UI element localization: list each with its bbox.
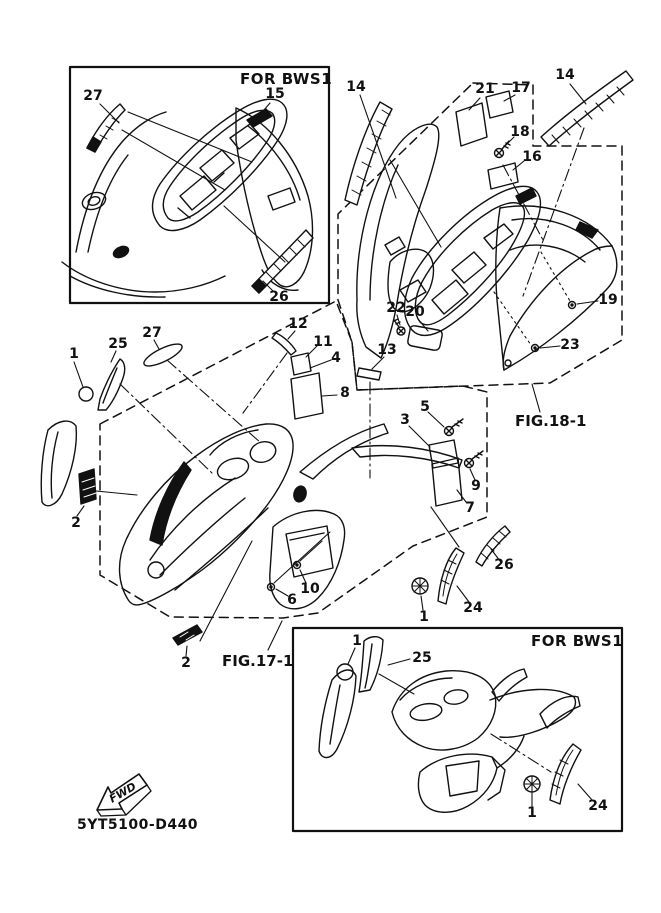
callout-f17-5: 5 xyxy=(420,399,430,415)
callout-f17-27: 27 xyxy=(142,325,162,341)
callout-br-1a: 1 xyxy=(352,633,362,649)
callout-f18-21: 21 xyxy=(475,81,495,97)
callout-f17-1a: 1 xyxy=(69,346,79,362)
drawing-code: 5YT5100-D440 xyxy=(77,817,199,833)
callout-f18-17: 17 xyxy=(511,80,531,96)
callout-f18-23: 23 xyxy=(560,337,580,353)
callout-f17-9: 9 xyxy=(471,478,481,494)
variant-label-top: FOR BWS1 xyxy=(240,70,333,88)
callout-f18-19: 19 xyxy=(598,292,618,308)
callout-f17-8: 8 xyxy=(340,385,350,401)
callout-f17-26: 26 xyxy=(494,557,514,573)
callout-f17-2b: 2 xyxy=(181,655,191,671)
callout-f17-2a: 2 xyxy=(71,515,81,531)
callout-f17-24: 24 xyxy=(463,600,483,616)
callout-br-24: 24 xyxy=(588,798,608,814)
fig17-caption: FIG.17-1 xyxy=(222,652,294,670)
variant-label-bottom: FOR BWS1 xyxy=(531,632,624,650)
callout-f17-4: 4 xyxy=(331,350,341,366)
callout-f18-18: 18 xyxy=(510,124,530,140)
callout-f17-10: 10 xyxy=(300,581,320,597)
fwd-label: FWD xyxy=(107,779,139,806)
callout-f17-11: 11 xyxy=(313,334,333,350)
callout-f17-3: 3 xyxy=(400,412,410,428)
callout-f17-7: 7 xyxy=(465,500,475,516)
callout-f18-16: 16 xyxy=(522,149,542,165)
callout-f17-6: 6 xyxy=(287,592,297,608)
callout-f17-12: 12 xyxy=(288,316,308,332)
callout-br-25: 25 xyxy=(412,650,432,666)
callout-f18-13: 13 xyxy=(377,342,397,358)
fig18-caption: FIG.18-1 xyxy=(515,412,587,430)
callout-tl-27: 27 xyxy=(83,88,103,104)
callout-f18-22: 22 xyxy=(386,300,406,316)
callout-tl-26: 26 xyxy=(269,289,289,305)
callout-f18-14b: 14 xyxy=(555,67,575,83)
callout-tl-15: 15 xyxy=(265,86,285,102)
callout-br-1b: 1 xyxy=(527,805,537,821)
callout-f18-20: 20 xyxy=(405,304,425,320)
callout-f17-25: 25 xyxy=(108,336,128,352)
callout-f17-1b: 1 xyxy=(419,609,429,625)
callout-f18-14a: 14 xyxy=(346,79,366,95)
